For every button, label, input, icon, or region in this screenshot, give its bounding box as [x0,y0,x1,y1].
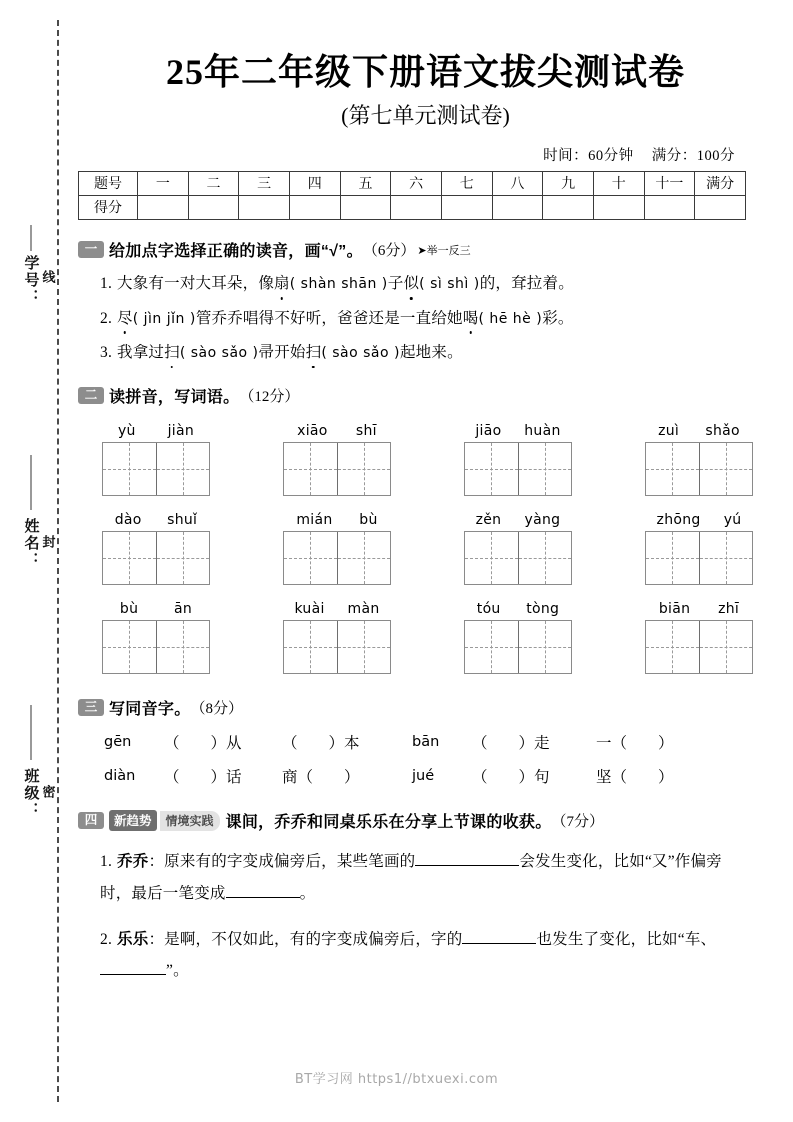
pinyin-syllable-1: yù [117,423,136,440]
pinyin-word-10 [277,601,397,674]
dotted-char-jin: 尽 [117,307,133,330]
tianzi-box[interactable] [102,620,210,674]
section-title-3: 写同音字。 [109,701,191,719]
homophone-blank-c2[interactable]: 商（ ） [282,769,360,787]
pinyin-label [283,512,391,528]
score-col-4: 四 [289,172,340,196]
total-score: 满分：100分 [651,148,735,165]
tianzi-box[interactable] [283,531,391,585]
score-col-5: 五 [340,172,391,196]
dialogue-text-c: 。 [299,884,316,902]
pinyin-label [102,601,210,617]
paper-content [78,0,773,1122]
pinyin-word-5 [96,512,216,585]
answer-blank-3[interactable] [462,943,536,944]
section-number-2: 二 [78,387,104,404]
page-subtitle: (第七单元测试卷) [341,103,510,129]
dotted-char-si: 似 [403,272,419,295]
pinyin-word-4 [639,423,759,496]
question-1-3 [100,341,773,364]
score-table-row-label: 题号 [79,172,138,196]
tianzi-box[interactable] [464,531,572,585]
pinyin-syllable-1: bù [119,601,139,618]
pinyin-label [645,512,753,528]
section-heading-4 [78,809,773,832]
dialogue-text-a: ：原来有的字变成偏旁后，某些笔画的 [148,853,416,871]
q-text-b: 子 [387,275,404,293]
pinyin-syllable-1: kuài [294,601,325,618]
pinyin-syllable-2: shuǐ [167,512,198,529]
homophone-row-1 [104,731,773,753]
score-cell-3[interactable] [239,196,290,220]
page-title: 25年二年级下册语文拔尖测试卷 [165,52,685,92]
pinyin-label [283,601,391,617]
homophone-blank-c1[interactable]: （ ）话 [164,769,242,787]
pinyin-syllable-1: zěn [475,512,502,529]
pinyin-choice-5[interactable]: ( sào sǎo ) [179,344,259,361]
pinyin-word-2 [277,423,397,496]
dialogue-text-b: 也发生了变化，比如“车、 [536,930,717,948]
pinyin-syllable-2: shǎo [705,423,740,440]
pinyin-syllable-1: tóu [476,601,501,618]
seal-label-class: 班级： [22,768,40,819]
speaker-qiaoqiao: 乔乔 [117,853,149,871]
pinyin-word-8 [639,512,759,585]
section-title-2: 读拼音，写词语。 [109,389,240,407]
table-row-header [79,172,746,196]
score-col-1: 一 [138,172,189,196]
question-1-1 [100,272,773,295]
homophone-pinyin-gen: gēn [104,734,132,751]
question-number: 1. [100,853,113,871]
pinyin-choice-1[interactable]: ( shàn shān ) [289,276,388,293]
homophone-blank-a2[interactable]: （ ）本 [282,735,360,753]
seal-rule-2 [31,455,32,510]
time-limit: 时间：60分钟 [543,148,634,165]
pinyin-syllable-2: jiàn [167,423,195,440]
pinyin-grid-row-2 [78,512,773,585]
section-number-3: 三 [78,699,104,716]
seal-char-feng: 封 [40,535,56,548]
pinyin-word-1 [96,423,216,496]
seal-label-student-id: 学号： [22,255,40,306]
dotted-char-he: 喝 [463,307,479,330]
pinyin-word-12 [639,601,759,674]
pinyin-syllable-1: xiāo [297,423,328,440]
score-col-total: 满分 [695,172,746,196]
pinyin-label [464,423,572,439]
pinyin-word-6 [277,512,397,585]
exam-meta [78,144,773,165]
pinyin-syllable-2: shī [355,423,377,440]
pinyin-grid-row-3 [78,601,773,674]
seal-char-xian: 线 [40,270,56,283]
score-col-8: 八 [492,172,543,196]
pinyin-syllable-1: mián [296,512,333,529]
dialogue-text-c: ”。 [166,962,189,980]
pinyin-syllable-1: zuì [658,423,680,440]
speaker-lele: 乐乐 [117,930,149,948]
pinyin-syllable-1: jiāo [475,423,502,440]
question-number: 2. [100,309,113,327]
seal-label-name: 姓名： [22,518,40,569]
section-points-2: （12分） [239,389,300,406]
pinyin-label [464,601,572,617]
dotted-char-sao-1: 扫 [164,341,180,364]
score-cell-9[interactable] [543,196,594,220]
pinyin-word-11 [458,601,578,674]
score-cell-11[interactable] [644,196,695,220]
answer-blank-1[interactable] [415,865,519,866]
section-points-1: （6分） [362,243,416,260]
section-title-4: 课间，乔乔和同桌乐乐在分享上节课的收获。 [225,814,552,832]
homophone-pinyin-dian: diàn [104,768,136,785]
pinyin-word-3 [458,423,578,496]
pinyin-syllable-2: tòng [526,601,560,618]
q-text-a: 大象有一对大耳朵，像 [117,275,275,293]
question-number: 1. [100,275,113,293]
section-number-4: 四 [78,812,104,829]
question-1-2 [100,307,773,330]
section-points-3: （8分） [190,701,244,718]
score-col-7: 七 [441,172,492,196]
q-text-a: 我拿过 [117,343,165,361]
question-number: 3. [100,343,113,361]
section-title-1: 给加点字选择正确的读音，画“√”。 [109,243,363,261]
sealing-sidebar [0,0,72,1122]
seal-rule-3 [31,705,32,760]
homophone-pinyin-jue: jué [412,768,435,785]
score-cell-2[interactable] [188,196,239,220]
answer-blank-2[interactable] [226,897,300,898]
dialogue-item-2 [100,924,750,988]
seal-rule-1 [31,225,32,251]
sealing-dashed-line [57,20,59,1102]
homophone-blank-a1[interactable]: （ ）从 [164,735,242,753]
tianzi-box[interactable] [102,442,210,496]
pinyin-label [102,512,210,528]
score-col-2: 二 [188,172,239,196]
section-heading-3 [78,696,773,719]
pinyin-choice-6[interactable]: ( sào sǎo ) [321,344,400,361]
score-cell-10[interactable] [593,196,644,220]
dialogue-text-b: 会发生变化，比如“又”作偏旁时，最后一笔变成 [100,853,722,902]
tianzi-box[interactable] [102,531,210,585]
pinyin-syllable-2: huàn [524,423,561,440]
score-cell-7[interactable] [441,196,492,220]
tianzi-box[interactable] [464,620,572,674]
pinyin-label [102,423,210,439]
tianzi-box[interactable] [283,442,391,496]
badge-situational-practice: 情境实践 [160,811,220,831]
score-cell-5[interactable] [340,196,391,220]
score-table [78,171,746,220]
q-text-c: 的，耷拉着。 [479,275,574,293]
dialogue-item-1 [100,846,750,910]
pinyin-choice-4[interactable]: ( hē hè ) [478,310,543,327]
section-heading-2 [78,384,773,407]
pinyin-syllable-2: ān [174,601,193,618]
seal-char-mi: 密 [40,785,56,798]
pinyin-syllable-1: biān [658,601,691,618]
score-cell-6[interactable] [391,196,442,220]
score-col-10: 十 [593,172,644,196]
section-points-4: （7分） [551,814,605,831]
pinyin-syllable-1: zhōng [656,512,701,529]
badge-new-trend: 新趋势 [109,810,157,831]
pinyin-syllable-1: dào [114,512,142,529]
tianzi-box[interactable] [645,531,753,585]
q-text-a: 管乔乔唱得不好听，爸爸还是一直给她 [195,309,463,327]
score-cell-4[interactable] [289,196,340,220]
q-text-b: 帚开始 [258,343,306,361]
tianzi-box[interactable] [645,442,753,496]
homophone-row-2 [104,765,773,787]
pinyin-syllable-2: bù [359,512,378,529]
tianzi-box[interactable] [645,620,753,674]
pinyin-label [645,423,753,439]
section-number-1: 一 [78,241,104,258]
question-number: 2. [100,930,113,948]
pinyin-word-7 [458,512,578,585]
score-col-9: 九 [543,172,594,196]
dialogue-text-a: ：是啊，不仅如此，有的字变成偏旁后，字的 [148,930,463,948]
section-heading-1 [78,238,773,261]
pinyin-choice-3[interactable]: ( jìn jǐn ) [132,310,196,327]
footer-watermark: BT学习网 https1//btxuexi.com [294,1072,499,1087]
dotted-char-sao-2: 扫 [306,341,322,364]
score-table-score-label: 得分 [79,196,138,220]
pinyin-syllable-2: zhī [718,601,740,618]
pinyin-label [283,423,391,439]
score-col-3: 三 [239,172,290,196]
score-cell-8[interactable] [492,196,543,220]
table-row-scores [79,196,746,220]
pinyin-label [464,512,572,528]
pinyin-word-9 [96,601,216,674]
homophone-blank-b2[interactable]: 一（ ） [596,735,674,753]
section-tag-1: ➤举一反三 [417,244,471,257]
answer-blank-4[interactable] [100,974,166,975]
homophone-blank-d2[interactable]: 坚（ ） [596,769,674,787]
pinyin-syllable-2: yú [723,512,742,529]
pinyin-grid-row-1 [78,423,773,496]
homophone-pinyin-ban: bān [412,734,440,751]
tianzi-box[interactable] [283,620,391,674]
q-text-c: 起地来。 [399,343,463,361]
dotted-char-shan: 扇 [274,272,290,295]
pinyin-syllable-2: màn [347,601,380,618]
q-text-b: 彩。 [542,309,574,327]
homophone-blank-d1[interactable]: （ ）句 [472,769,550,787]
homophone-blank-b1[interactable]: （ ）走 [472,735,550,753]
score-col-11: 十一 [644,172,695,196]
score-col-6: 六 [391,172,442,196]
pinyin-choice-2[interactable]: ( sì shì ) [419,276,480,293]
score-cell-1[interactable] [138,196,189,220]
pinyin-label [645,601,753,617]
tianzi-box[interactable] [464,442,572,496]
score-cell-total[interactable] [695,196,746,220]
pinyin-syllable-2: yàng [524,512,561,529]
